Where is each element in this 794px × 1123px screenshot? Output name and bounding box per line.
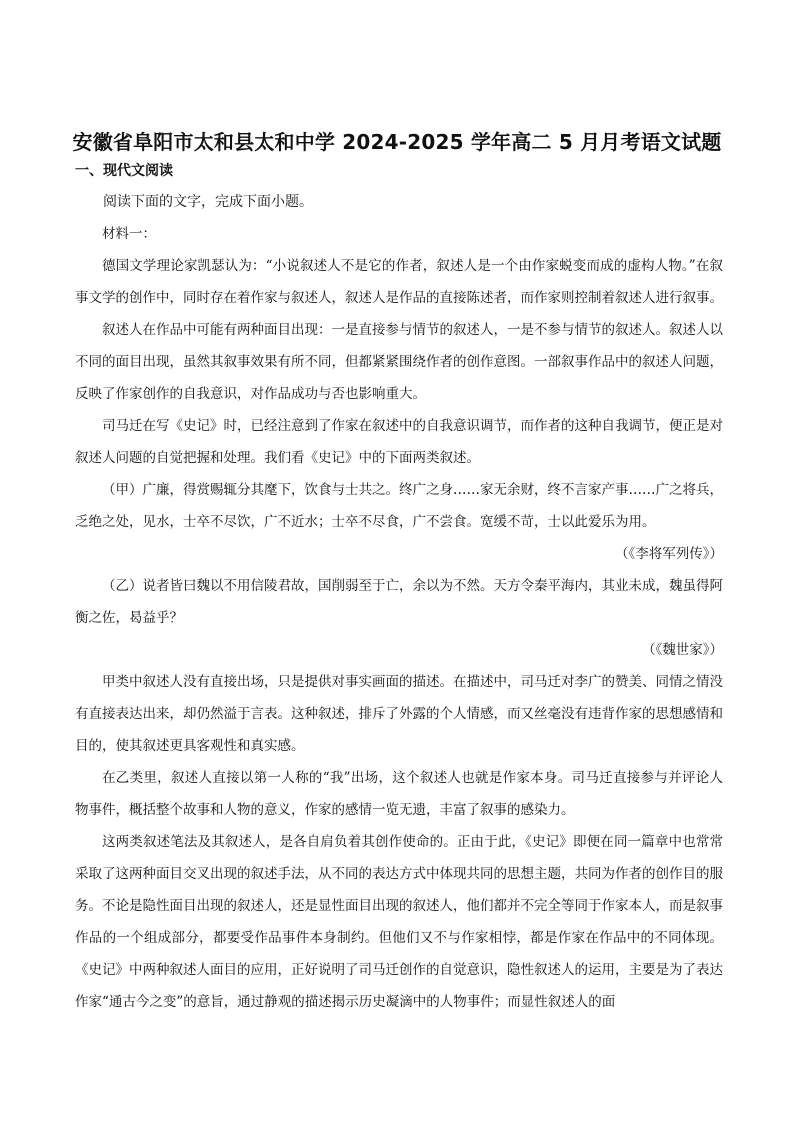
paragraph: 德国文学理论家凯瑟认为：“小说叙述人不是它的作者，叙述人是一个由作家蜕变而成的虚构人物。”在叙事文学的创作中，同时存在着作家与叙述人，叙述人是作品的直接陈述者，而作家则控制着叙述人进行叙事。 bbox=[75, 258, 723, 306]
paragraph: 叙述人在作品中可能有两种面目出现：一是直接参与情节的叙述人，一是不参与情节的叙述人。叙述人以不同的面目出现，虽然其叙事效果有所不同，但都紧紧围绕作者的创作意图。一部叙事作品中的叙述人问题，反映了作家创作的自我意识，对作品成功与否也影响重大。 bbox=[75, 322, 723, 402]
document-body bbox=[75, 186, 723, 1018]
section-heading: 一、现代文阅读 bbox=[75, 163, 173, 179]
instruction-text: 阅读下面的文字，完成下面小题。 bbox=[103, 194, 313, 210]
paragraph-yi: （乙）说者皆曰魏以不用信陵君故，国削弱至于亡，余以为不然。天方令秦平海内，其业未成，魏虽得阿衡之佐，曷益乎？ bbox=[75, 578, 723, 626]
source-citation: （《李将军列传》） bbox=[615, 546, 723, 562]
page-title: 安徽省阜阳市太和县太和中学 2024-2025 学年高二 5 月月考语文试题 bbox=[72, 130, 722, 154]
material-label: 材料一： bbox=[102, 226, 156, 242]
paragraph: 甲类中叙述人没有直接出场，只是提供对事实画面的描述。在描述中，司马迁对李广的赞美、同情之情没有直接表达出来，却仍然溢于言表。这种叙述，排斥了外露的个人情感，而又丝毫没有违背作家的思想感情和目的，使其叙述更具客观性和真实感。 bbox=[75, 674, 723, 754]
paragraph: 司马迁在写《史记》时，已经注意到了作家在叙述中的自我意识调节，而作者的这种自我调节，便正是对叙述人问题的自觉把握和处理。我们看《史记》中的下面两类叙述。 bbox=[75, 418, 723, 466]
paragraph: 在乙类里，叙述人直接以第一人称的“我”出场，这个叙述人也就是作家本身。司马迁直接参与并评论人物事件，概括整个故事和人物的意义，作家的感情一览无遗，丰富了叙事的感染力。 bbox=[75, 770, 723, 818]
paragraph: 这两类叙述笔法及其叙述人，是各自肩负着其创作使命的。正由于此，《史记》即便在同一篇章中也常常采取了这两种面目交叉出现的叙述手法，从不同的表达方式中体现共同的思想主题，共同为作者的创作目的服务。不论是隐性面目出现的叙述人，还是显性面目出现的叙述人，他们都并不完全等同于作家本人，而是叙事作品的一个组成部分，都要受作品事件本身制约。但他们又不与作家相悖，都是作家在作品中的不同体现。《史记》中两种叙述人面目的应用，正好说明了司马迁创作的自觉意识，隐性叙述人的运用，主要是为了表达作家“通古今之变”的意旨，通过静观的描述揭示历史凝滴中的人物事件；而显性叙述人的面 bbox=[75, 834, 723, 1010]
source-citation: （《魏世家》） bbox=[642, 642, 723, 658]
paragraph-jia: （甲）广廉，得赏赐辄分其麾下，饮食与士共之。终广之身……家无余财，终不言家产事……广之将兵，乏绝之处，见水，士卒不尽饮，广不近水；士卒不尽食，广不尝食。宽缓不苛，士以此爱乐为用。 bbox=[75, 482, 723, 530]
